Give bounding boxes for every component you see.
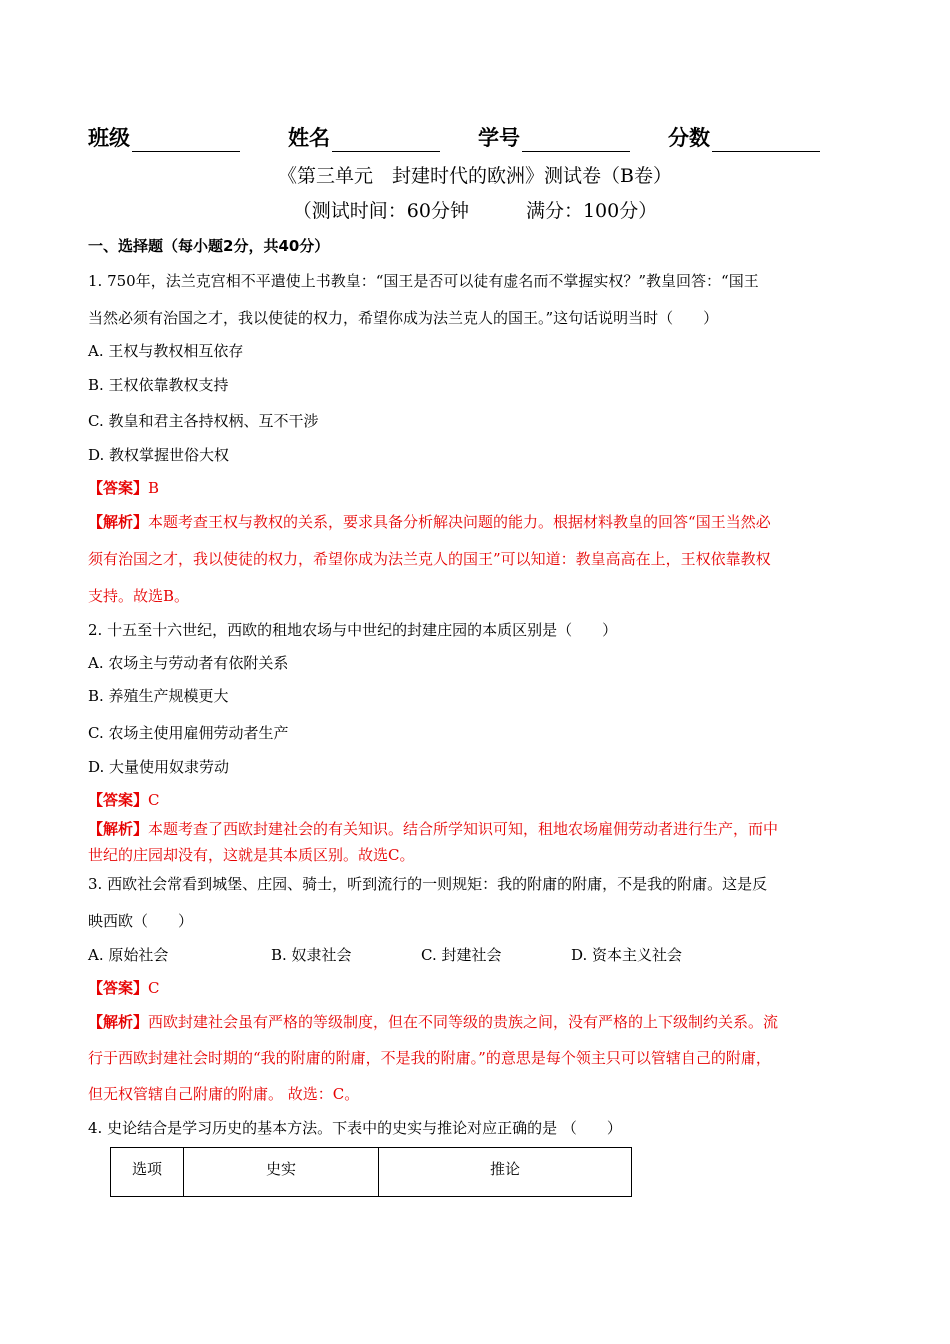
- question-2-answer: 【答案】C: [88, 791, 160, 809]
- section-heading: 一、选择题（每小题2分，共40分）: [88, 237, 330, 255]
- question-1-option-b: B. 王权依靠教权支持: [88, 376, 229, 394]
- question-3-line-1: 3. 西欧社会常看到城堡、庄园、骑士，听到流行的一则规矩：我的附庸的附庸，不是我的附庸。这是反: [88, 875, 768, 893]
- question-1-option-a: A. 王权与教权相互依存: [88, 342, 244, 360]
- question-3-line-2: 映西欧（ ）: [88, 912, 194, 930]
- question-3-option-b: B. 奴隶社会: [271, 946, 352, 964]
- name-field[interactable]: 姓名: [288, 122, 440, 152]
- question-1-analysis-line-1: 【解析】本题考查王权与教权的关系，要求具备分析解决问题的能力。根据材料教皇的回答“国王当然必: [88, 513, 771, 531]
- question-1-answer: 【答案】B: [88, 479, 160, 497]
- question-3-option-a: A. 原始社会: [88, 946, 169, 964]
- question-3-analysis-line-1: 【解析】西欧封建社会虽有严格的等级制度，但在不同等级的贵族之间，没有严格的上下级制约关系。流: [88, 1013, 779, 1031]
- question-1-option-d: D. 教权掌握世俗大权: [88, 446, 230, 464]
- question-2-analysis-line-1: 【解析】本题考查了西欧封建社会的有关知识。结合所学知识可知，租地农场雇佣劳动者进行生产，而中: [88, 820, 779, 838]
- question-1-line-1: 1. 750年，法兰克宫相不平遣使上书教皇：“国王是否可以徒有虚名而不掌握实权？”教皇回答：“国王: [88, 272, 759, 290]
- student-info-header: [88, 122, 868, 152]
- question-3-analysis-line-2: 行于西欧封建社会时期的“我的附庸的附庸，不是我的附庸。”的意思是每个领主只可以管辖自己的附庸，: [88, 1049, 771, 1067]
- score-field[interactable]: 分数: [668, 122, 820, 152]
- question-2-option-b: B. 养殖生产规模更大: [88, 687, 229, 705]
- table-header-option: 选项: [111, 1148, 184, 1197]
- question-1-analysis-line-3: 支持。故选B。: [88, 587, 190, 605]
- class-field[interactable]: 班级: [88, 122, 240, 152]
- question-2-option-a: A. 农场主与劳动者有依附关系: [88, 654, 289, 672]
- question-2-analysis-line-2: 世纪的庄园却没有，这就是其本质区别。故选C。: [88, 846, 415, 864]
- question-3-analysis-line-3: 但无权管辖自己附庸的附庸。 故选：C。: [88, 1085, 360, 1103]
- question-1-line-2: 当然必须有治国之才，我以使徒的权力，希望你成为法兰克人的国王。”这句话说明当时（ ）: [88, 309, 719, 327]
- table-header-fact: 史实: [184, 1148, 379, 1197]
- question-2-option-d: D. 大量使用奴隶劳动: [88, 758, 230, 776]
- question-3-option-d: D. 资本主义社会: [571, 946, 683, 964]
- question-2-option-c: C. 农场主使用雇佣劳动者生产: [88, 724, 289, 742]
- question-3-answer: 【答案】C: [88, 979, 160, 997]
- question-1-analysis-line-2: 须有治国之才，我以使徒的权力，希望你成为法兰克人的国王”可以知道：教皇高高在上，王权依靠教权: [88, 550, 771, 568]
- student-id-field[interactable]: 学号: [478, 122, 630, 152]
- page-title: 《第三单元 封建时代的欧洲》测试卷（B卷）: [278, 165, 672, 187]
- table-header-row: [111, 1148, 632, 1197]
- question-4-line-1: 4. 史论结合是学习历史的基本方法。下表中的史实与推论对应正确的是 （ ）: [88, 1119, 622, 1137]
- table-header-inference: 推论: [379, 1148, 632, 1197]
- question-2-line-1: 2. 十五至十六世纪，西欧的租地农场与中世纪的封建庄园的本质区别是（ ）: [88, 621, 618, 639]
- question-1-option-c: C. 教皇和君主各持权柄、互不干涉: [88, 412, 319, 430]
- page-subtitle: （测试时间：60分钟 满分：100分）: [292, 200, 658, 222]
- question-4-table: [110, 1147, 632, 1197]
- question-3-option-c: C. 封建社会: [421, 946, 502, 964]
